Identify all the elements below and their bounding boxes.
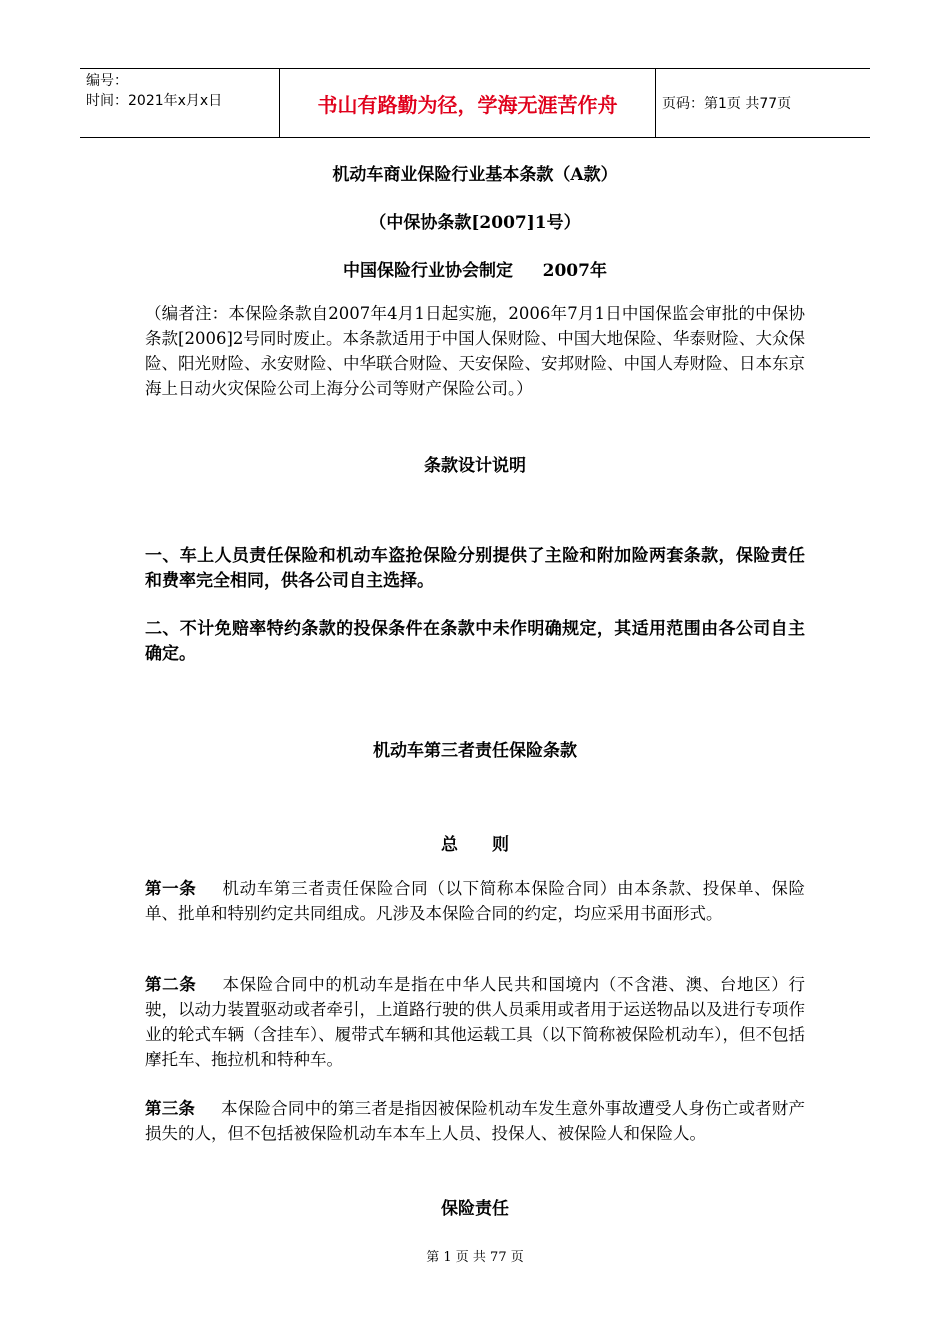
article-3 bbox=[145, 1096, 805, 1146]
document-number: （中保协条款[2007]1号） bbox=[369, 213, 581, 233]
section-heading: 机动车第三者责任保险条款 bbox=[373, 741, 577, 761]
design-item-2: 二、不计免赔率特约条款的投保条件在条款中未作明确规定，其适用范围由各公司自主确定。 bbox=[145, 619, 805, 664]
page-footer: 第 1 页 共 77 页 bbox=[426, 1250, 524, 1265]
page-header bbox=[80, 68, 870, 138]
header-meta bbox=[80, 69, 280, 137]
design-item-1: 一、车上人员责任保险和机动车盗抢保险分别提供了主险和附加险两套条款，保险责任和费率完全相同，供各公司自主选择。 bbox=[145, 546, 805, 591]
article-2-text: 本保险合同中的机动车是指在中华人民共和国境内（不含港、澳、台地区）行驶，以动力装置驱动或者牵引，上道路行驶的供人员乘用或者用于运送物品以及进行专项作业的轮式车辆（含挂车）、履带式车辆和其他运载工具（以下简称被保险机动车），但不包括摩托车、拖拉机和特种车。 bbox=[145, 975, 806, 1069]
issuer-line: 中国保险行业协会制定 2007年 bbox=[343, 261, 607, 281]
time-label: 时间：2021年x月x日 bbox=[86, 93, 223, 109]
design-heading: 条款设计说明 bbox=[424, 456, 526, 476]
article-2-label: 第二条 bbox=[145, 975, 197, 994]
number-label: 编号： bbox=[86, 73, 128, 89]
article-3-text: 本保险合同中的第三者是指因被保险机动车发生意外事故遭受人身伤亡或者财产损失的人，但不包括被保险机动车本车上人员、投保人、被保险人和保险人。 bbox=[145, 1099, 806, 1143]
general-heading: 总 则 bbox=[441, 835, 509, 855]
article-2 bbox=[145, 972, 805, 1072]
article-1-text: 机动车第三者责任保险合同（以下简称本保险合同）由本条款、投保单、保险单、批单和特别约定共同组成。凡涉及本保险合同的约定，均应采用书面形式。 bbox=[145, 879, 806, 923]
liability-heading: 保险责任 bbox=[441, 1199, 509, 1219]
document-title: 机动车商业保险行业基本条款（A款） bbox=[332, 165, 618, 185]
editor-note: （编者注：本保险条款自2007年4月1日起实施，2006年7月1日中国保监会审批的中保协条款[2006]2号同时废止。本条款适用于中国人保财险、中国大地保险、华泰财险、大众保险、阳光财险、永安财险、中华联合财险、天安保险、安邦财险、中国人寿财险、日本东京海上日动火灾保险公司上海分公司等财产保险公司。） bbox=[145, 304, 805, 398]
header-slogan: 书山有路勤为径，学海无涯苦作舟 bbox=[280, 69, 656, 137]
header-page-info: 页码：第1页 共77页 bbox=[662, 96, 792, 112]
article-1-label: 第一条 bbox=[145, 879, 197, 898]
article-3-label: 第三条 bbox=[145, 1099, 196, 1118]
article-1 bbox=[145, 876, 805, 926]
